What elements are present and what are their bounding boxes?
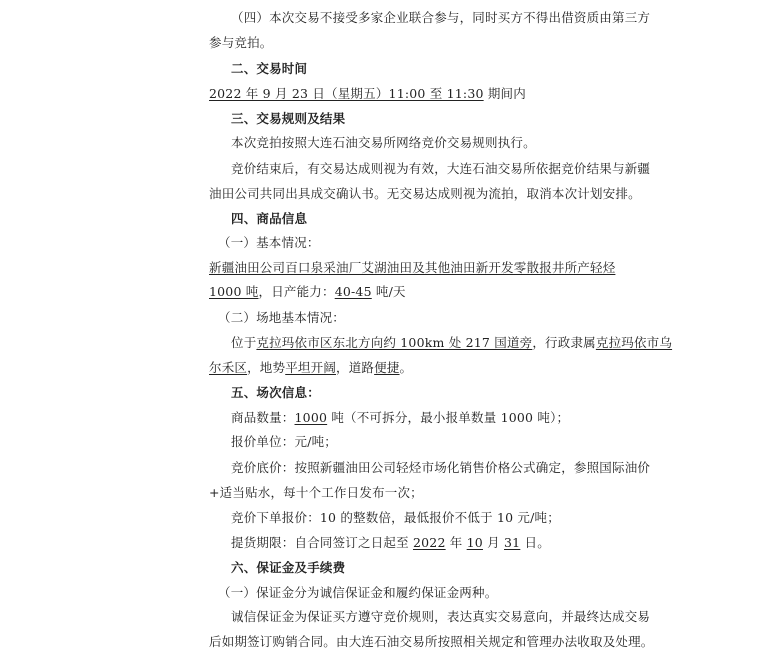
- deadline-year: 2022: [412, 535, 446, 550]
- road-value: 便捷: [374, 360, 400, 375]
- daily-capacity-unit: 吨/天: [371, 284, 406, 299]
- trade-time-line: [209, 86, 526, 102]
- quantity-label: 商品数量：: [231, 410, 295, 425]
- good-faith-deposit-line-2: 后如期签订购销合同。由大连石油交易所按照相关规定和管理办法收取及处理。: [209, 634, 654, 649]
- section-heading-deposit: 六、保证金及手续费: [231, 560, 346, 575]
- deadline-month-unit: 月: [482, 535, 505, 550]
- trade-time-value: 2022 年 9 月 23 日（星期五）11:00 至 11:30: [209, 86, 484, 101]
- deposit-types-line: （一）保证金分为诚信保证金和履约保证金两种。: [218, 585, 498, 600]
- rules-line-3: 油田公司共同出具成交确认书。无交易达成则视为流拍，取消本次计划安排。: [209, 186, 641, 201]
- site-line-2: [209, 360, 412, 376]
- clause-4-line-1: （四）本次交易不接受多家企业联合参与，同时买方不得出借资质由第三方: [231, 10, 651, 25]
- quantity-note: 吨（不可拆分，最小报单数量 1000 吨）；: [327, 410, 570, 425]
- deadline-month: 10: [466, 535, 483, 550]
- subheading-basic-info: （一）基本情况：: [218, 235, 320, 250]
- site-end: 。: [399, 360, 413, 375]
- clause-4-line-2: 参与竞拍。: [209, 35, 273, 50]
- rules-line-1: 本次竞拍按照大连石油交易所网络竞价交易规则执行。: [231, 135, 536, 150]
- site-admin-area-part2: 尔禾区: [209, 360, 248, 375]
- goods-description-line-1: 新疆油田公司百口泉采油厂艾湖油田及其他油田新开发零散报井所产轻烃: [209, 260, 616, 275]
- terrain-value: 平坦开阔: [285, 360, 337, 375]
- road-label: ，道路: [336, 360, 375, 375]
- deadline-day: 31: [504, 535, 521, 550]
- terrain-label: ，地势: [247, 360, 286, 375]
- rules-line-2: 竞价结束后，有交易达成则视为有效，大连石油交易所依据竞价结果与新疆: [231, 161, 651, 176]
- deadline-year-unit: 年: [445, 535, 467, 550]
- site-line-1: [231, 335, 672, 351]
- section-heading-session: 五、场次信息：: [231, 385, 320, 400]
- delivery-deadline-line: [231, 535, 550, 551]
- site-admin-area-part1: 克拉玛依市乌: [595, 335, 673, 350]
- site-admin-label: ，行政隶属: [532, 335, 596, 350]
- floor-price-line-2: +适当贴水，每十个工作日发布一次；: [209, 485, 423, 500]
- session-quantity-line: [231, 410, 569, 426]
- bid-increment-line: 竞价下单报价：10 的整数倍，最低报价不低于 10 元/吨；: [231, 510, 560, 525]
- daily-capacity-label: ，日产能力：: [258, 284, 335, 299]
- subheading-site-info: （二）场地基本情况：: [218, 310, 346, 325]
- deadline-label: 提货期限：自合同签订之日起至: [231, 535, 413, 550]
- price-unit-line: 报价单位：元/吨；: [231, 434, 338, 449]
- trade-time-suffix: 期间内: [483, 86, 526, 101]
- floor-price-line-1: 竞价底价：按照新疆油田公司轻烃市场化销售价格公式确定，参照国际油价: [231, 460, 651, 475]
- site-prefix: 位于: [231, 335, 257, 350]
- goods-description-line-2: [209, 284, 406, 300]
- section-heading-trade-time: 二、交易时间: [231, 61, 308, 76]
- section-heading-goods: 四、商品信息: [231, 211, 308, 226]
- site-location: 克拉玛依市区东北方向约 100km 处 217 国道旁: [256, 335, 533, 350]
- goods-quantity: 1000 吨: [209, 284, 259, 299]
- daily-capacity-value: 40-45: [334, 284, 372, 299]
- section-heading-rules: 三、交易规则及结果: [231, 111, 346, 126]
- deadline-day-unit: 日。: [520, 535, 550, 550]
- quantity-value: 1000: [294, 410, 328, 425]
- good-faith-deposit-line-1: 诚信保证金为保证买方遵守竞价规则，表达真实交易意向，并最终达成交易: [231, 609, 651, 624]
